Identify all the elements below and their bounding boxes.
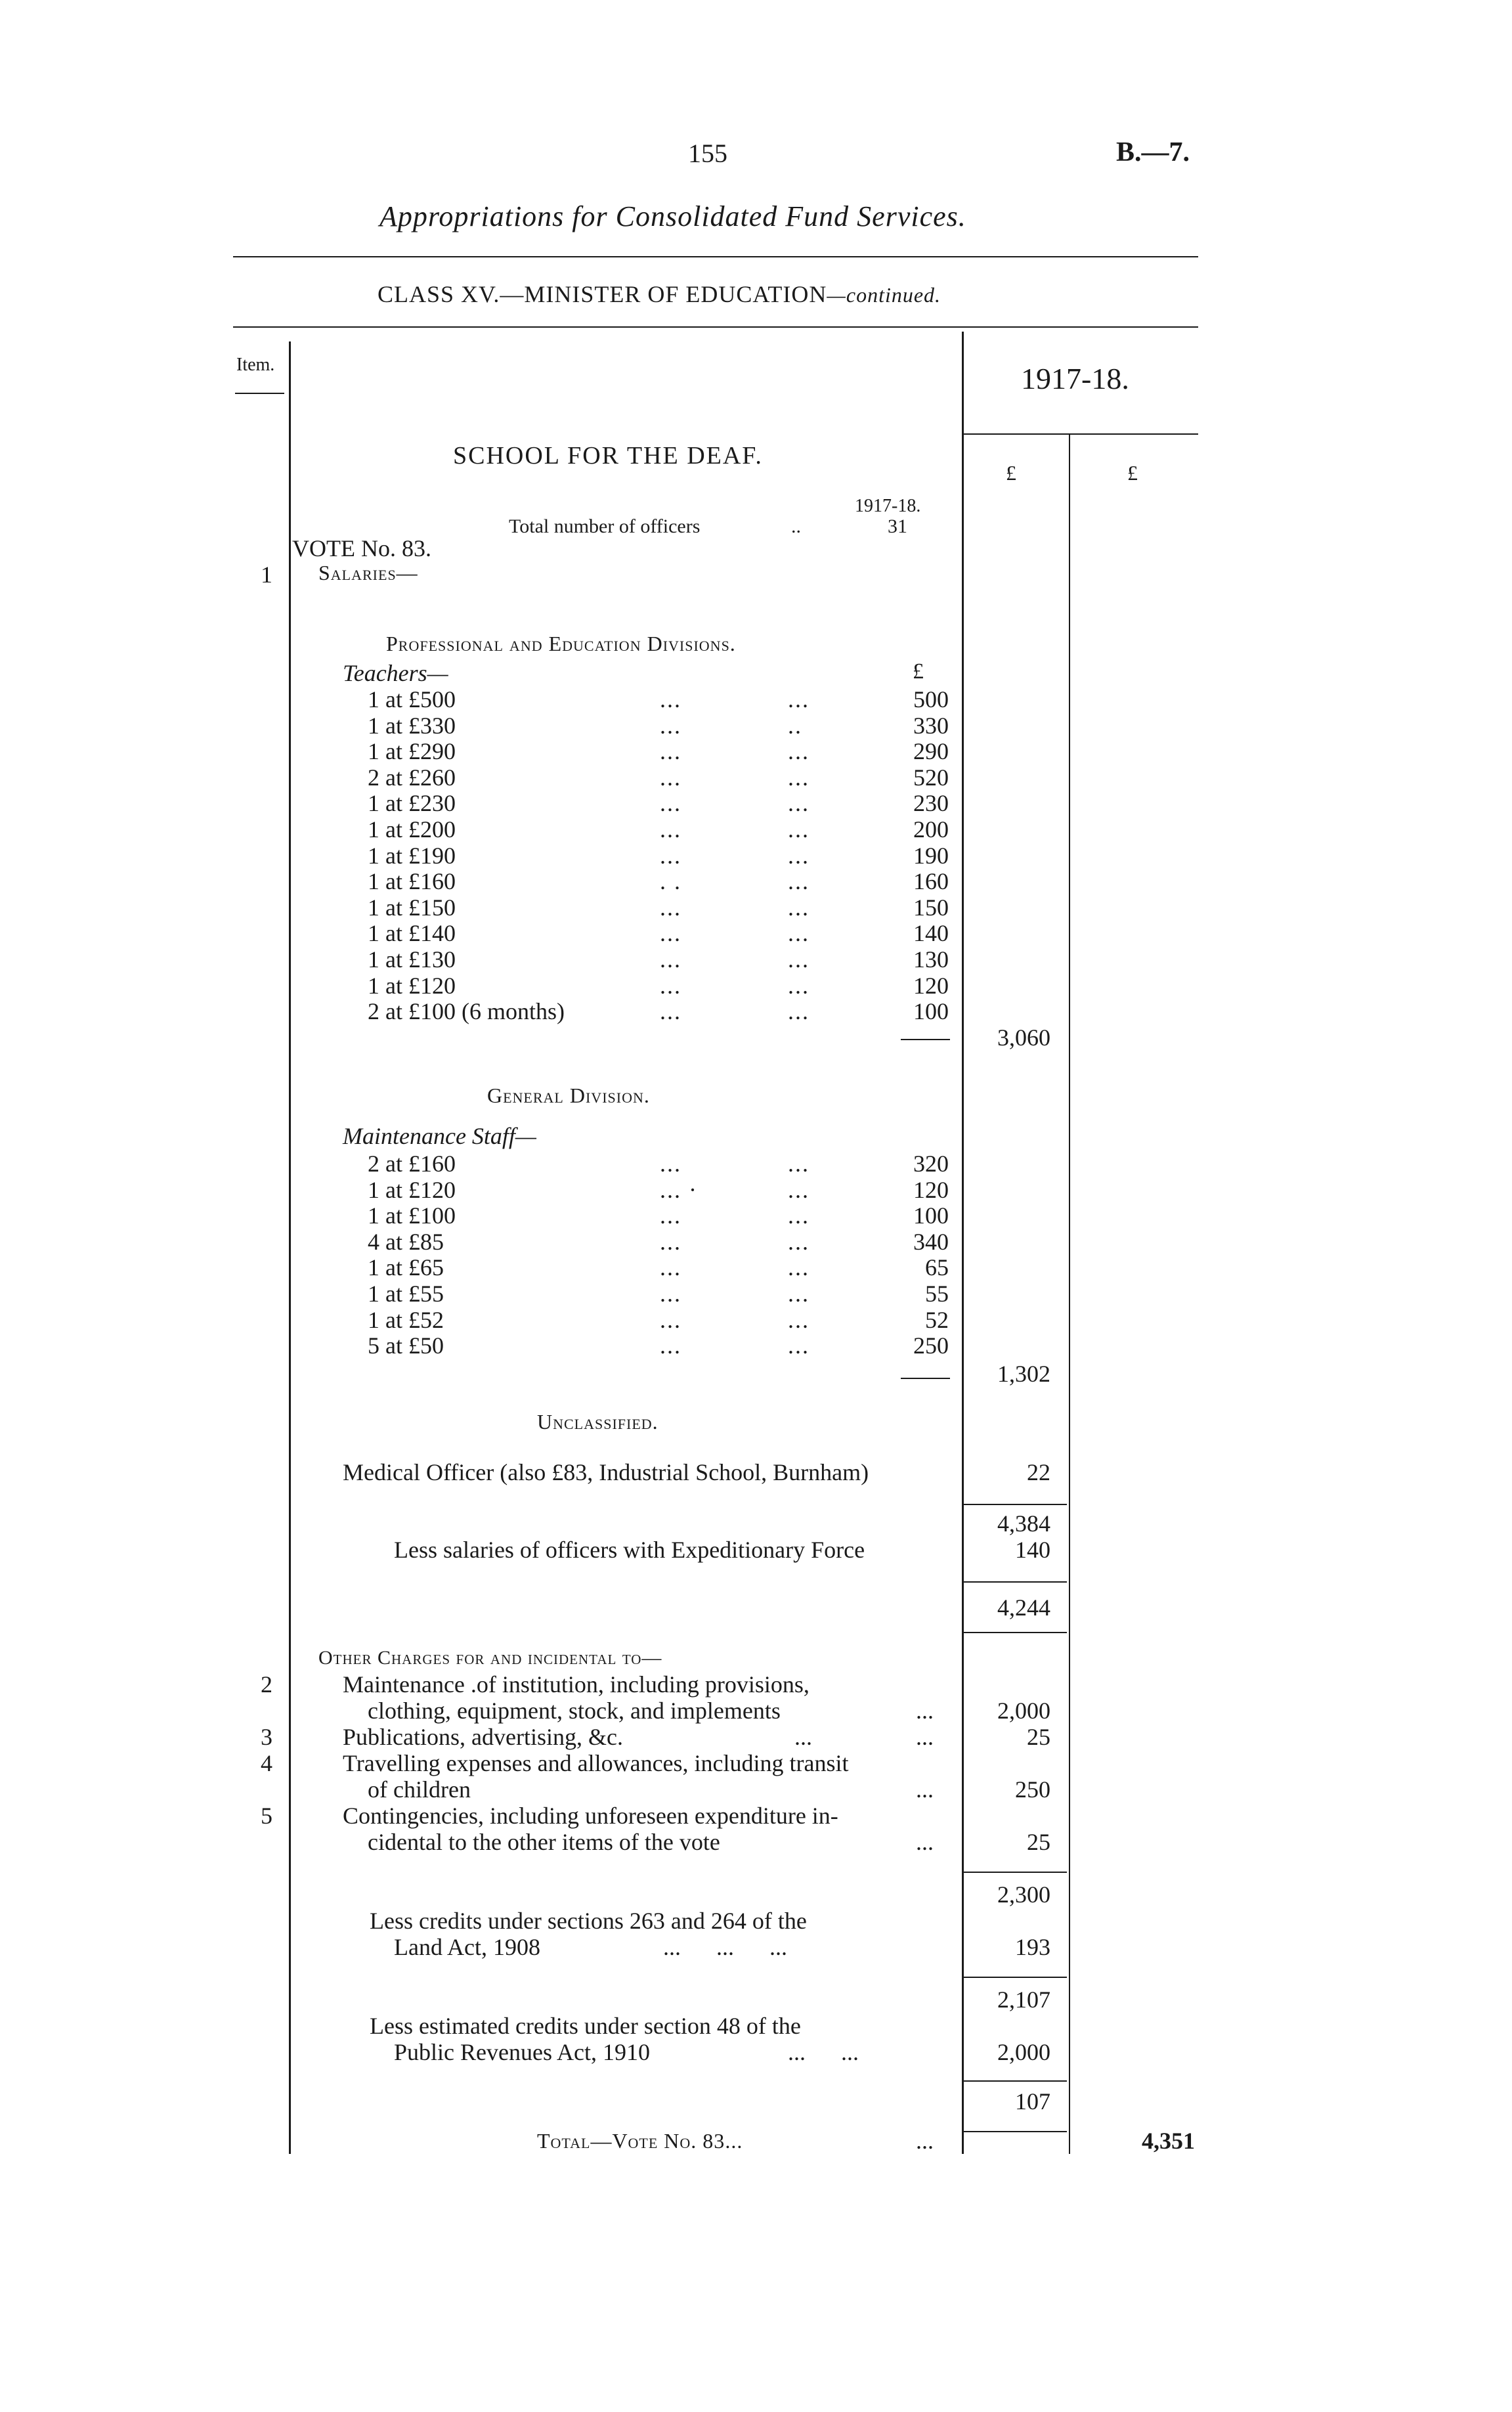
salary-row-label: 1 at £65 bbox=[368, 1254, 444, 1281]
salary-row-leader-1: ... bbox=[660, 1281, 681, 1307]
salary-row-leader-2: ... bbox=[788, 1202, 810, 1229]
salary-row-leader-2: ... bbox=[788, 998, 810, 1025]
gross-rule bbox=[962, 1504, 1067, 1505]
salary-row-amount: 130 bbox=[913, 946, 949, 973]
net-rule-bottom bbox=[962, 1632, 1067, 1633]
salary-row-label: 1 at £200 bbox=[368, 816, 456, 843]
salary-row-leader-1: ... bbox=[660, 686, 681, 713]
class-heading bbox=[378, 281, 941, 308]
less-credits-leader: ... ... ... bbox=[663, 1934, 787, 1960]
year-header-rule bbox=[962, 433, 1198, 435]
officers-leader: .. bbox=[791, 515, 801, 537]
salary-row-label: 1 at £120 bbox=[368, 1176, 456, 1203]
salary-row-label: 1 at £100 bbox=[368, 1202, 456, 1229]
table-top-rule bbox=[233, 326, 1198, 328]
less-estimated-line2: Public Revenues Act, 1910 bbox=[394, 2039, 650, 2065]
salary-row-amount: 320 bbox=[913, 1151, 949, 1177]
teachers-label: Teachers— bbox=[343, 660, 448, 686]
item-3-number: 3 bbox=[261, 1724, 272, 1750]
other-charges-heading: Other Charges for and incidental to— bbox=[318, 1647, 662, 1669]
less-expeditionary-label: Less salaries of officers with Expeditionary Force bbox=[394, 1537, 865, 1563]
salary-row-leader-2: ... bbox=[788, 946, 810, 973]
item-4-leader: ... bbox=[916, 1776, 934, 1803]
item-5-number: 5 bbox=[261, 1803, 272, 1829]
item-4-amount: 250 bbox=[1015, 1776, 1050, 1803]
item-2-leader: ... bbox=[916, 1698, 934, 1724]
salary-row-leader-2: ... bbox=[788, 1332, 810, 1359]
salary-row-label: 1 at £500 bbox=[368, 686, 456, 713]
item-4-line1: Travelling expenses and allowances, including transit bbox=[343, 1750, 849, 1776]
salary-row-label: 1 at £52 bbox=[368, 1306, 444, 1333]
salary-row-amount: 120 bbox=[913, 972, 949, 999]
salary-row-leader-1: ... bbox=[660, 1151, 681, 1177]
header-rule bbox=[233, 256, 1198, 257]
after-credits-subtotal: 2,107 bbox=[997, 1986, 1050, 2013]
total-vote-leader: ... bbox=[916, 2128, 934, 2154]
item-4-line2: of children bbox=[368, 1776, 471, 1803]
officers-count: 31 bbox=[888, 515, 907, 537]
salary-row-label: 1 at £230 bbox=[368, 790, 456, 817]
estimated-rule bbox=[962, 2080, 1067, 2082]
salary-row-amount: 160 bbox=[913, 868, 949, 895]
salary-row-leader-2: ... bbox=[788, 920, 810, 947]
salary-row-label: 2 at £160 bbox=[368, 1151, 456, 1177]
salary-row-amount: 120 bbox=[913, 1176, 949, 1203]
item-4-number: 4 bbox=[261, 1750, 272, 1776]
salary-row-leader-1: . . bbox=[660, 868, 681, 895]
item-2-amount: 2,000 bbox=[997, 1698, 1050, 1724]
salary-row-label: 1 at £55 bbox=[368, 1281, 444, 1307]
item-column-header: Item. bbox=[236, 355, 275, 375]
officers-label: Total number of officers bbox=[509, 515, 701, 537]
salary-row-label: 1 at £130 bbox=[368, 946, 456, 973]
salary-row-leader-1: ... bbox=[660, 842, 681, 869]
unclassified-heading: Unclassified. bbox=[537, 1410, 659, 1434]
salary-row-amount: 340 bbox=[913, 1228, 949, 1255]
item-header-rule bbox=[235, 393, 284, 394]
other-charges-total: 2,300 bbox=[997, 1881, 1050, 1908]
document-reference: B.—7. bbox=[1116, 137, 1190, 167]
salary-row-label: 1 at £140 bbox=[368, 920, 456, 947]
item-2-line1: Maintenance .of institution, including provisions, bbox=[343, 1671, 810, 1698]
less-credits-line1: Less credits under sections 263 and 264 of the bbox=[370, 1908, 807, 1934]
less-credits-amount: 193 bbox=[1015, 1934, 1050, 1960]
salary-row-amount: 100 bbox=[913, 998, 949, 1025]
item-3-leader: ... bbox=[916, 1724, 934, 1750]
officers-year: 1917-18. bbox=[855, 496, 921, 516]
item-2-number: 2 bbox=[261, 1671, 272, 1698]
salary-row-amount: 55 bbox=[925, 1281, 949, 1307]
salary-row-leader-2: .. bbox=[788, 712, 802, 739]
salary-row-leader-1: ... bbox=[660, 946, 681, 973]
item-2-line2: clothing, equipment, stock, and implements bbox=[368, 1698, 781, 1724]
total-vote-amount: 4,351 bbox=[1142, 2128, 1195, 2154]
medical-officer-label: Medical Officer (also £83, Industrial School, Burnham) bbox=[343, 1459, 869, 1485]
net-final-rule bbox=[962, 2131, 1067, 2132]
salary-row-leader-1: ... bbox=[660, 816, 681, 843]
salary-row-label: 4 at £85 bbox=[368, 1228, 444, 1255]
salary-row-amount: 52 bbox=[925, 1306, 949, 1333]
item-5-line2: cidental to the other items of the vote bbox=[368, 1829, 720, 1855]
salary-row-amount: 250 bbox=[913, 1332, 949, 1359]
salary-row-leader-1: ... bbox=[660, 972, 681, 999]
less-estimated-leader: ... ... bbox=[788, 2039, 859, 2065]
salary-row-leader-2: ... bbox=[788, 1306, 810, 1333]
salary-row-leader-1: ... bbox=[660, 920, 681, 947]
general-heading: General Division. bbox=[487, 1084, 650, 1107]
salary-row-leader-1: ... bbox=[660, 738, 681, 765]
item-3-amount: 25 bbox=[1027, 1724, 1050, 1750]
salaries-item-number: 1 bbox=[261, 561, 272, 588]
salary-row-leader-2: ... bbox=[788, 816, 810, 843]
salary-row-amount: 330 bbox=[913, 712, 949, 739]
salary-row-leader-2: ... bbox=[788, 1151, 810, 1177]
salary-row-leader-2: ... bbox=[788, 790, 810, 817]
amount-column-divider-left bbox=[962, 332, 964, 2154]
salary-row-leader-2: ... bbox=[788, 1176, 810, 1203]
salary-row-leader-1: ... · bbox=[660, 1176, 698, 1203]
salary-row-amount: 200 bbox=[913, 816, 949, 843]
credits-rule bbox=[962, 1977, 1067, 1978]
salary-row-leader-2: ... bbox=[788, 764, 810, 791]
pound-sign-column-1: £ bbox=[1006, 461, 1016, 485]
year-column-header: 1917-18. bbox=[1021, 362, 1129, 395]
pound-sign-column-2: £ bbox=[1127, 461, 1138, 485]
salary-row-leader-2: ... bbox=[788, 868, 810, 895]
page-number: 155 bbox=[688, 139, 727, 168]
item-5-line1: Contingencies, including unforeseen expenditure in- bbox=[343, 1803, 838, 1829]
salary-row-amount: 500 bbox=[913, 686, 949, 713]
other-total-rule bbox=[962, 1872, 1067, 1873]
salary-row-label: 1 at £290 bbox=[368, 738, 456, 765]
salary-row-leader-2: ... bbox=[788, 972, 810, 999]
salary-row-leader-2: ... bbox=[788, 894, 810, 921]
salary-row-leader-1: ... bbox=[660, 1202, 681, 1229]
salary-row-label: 5 at £50 bbox=[368, 1332, 444, 1359]
salaries-net-total: 4,244 bbox=[997, 1594, 1050, 1621]
item-column-divider bbox=[289, 341, 291, 2154]
salary-row-leader-1: ... bbox=[660, 790, 681, 817]
salary-row-label: 2 at £260 bbox=[368, 764, 456, 791]
salary-row-leader-1: ... bbox=[660, 1306, 681, 1333]
salary-row-leader-1: ... bbox=[660, 1332, 681, 1359]
item-3-line1: Publications, advertising, &c. bbox=[343, 1724, 623, 1750]
salary-row-amount: 65 bbox=[925, 1254, 949, 1281]
salary-row-leader-1: ... bbox=[660, 894, 681, 921]
amount-column-divider-mid bbox=[1069, 435, 1070, 2154]
salary-row-amount: 230 bbox=[913, 790, 949, 817]
class-heading-continued: —continued. bbox=[827, 283, 941, 307]
salary-row-amount: 140 bbox=[913, 920, 949, 947]
salary-row-label: 1 at £120 bbox=[368, 972, 456, 999]
medical-officer-amount: 22 bbox=[1027, 1459, 1050, 1485]
salary-row-leader-2: ... bbox=[788, 1254, 810, 1281]
less-estimated-amount: 2,000 bbox=[997, 2039, 1050, 2065]
salary-row-leader-2: ... bbox=[788, 1281, 810, 1307]
total-vote-dots: ... bbox=[725, 2129, 743, 2153]
total-vote-label bbox=[537, 2128, 743, 2154]
general-subtotal: 1,302 bbox=[997, 1361, 1050, 1387]
salary-row-amount: 100 bbox=[913, 1202, 949, 1229]
salary-row-leader-1: ... bbox=[660, 998, 681, 1025]
salary-row-leader-1: ... bbox=[660, 764, 681, 791]
item-5-leader: ... bbox=[916, 1829, 934, 1855]
salary-row-leader-2: ... bbox=[788, 686, 810, 713]
professional-pound-sign: £ bbox=[913, 659, 924, 684]
school-title: SCHOOL FOR THE DEAF. bbox=[453, 442, 763, 470]
salary-row-label: 1 at £190 bbox=[368, 842, 456, 869]
professional-sum-rule bbox=[901, 1039, 950, 1040]
salary-row-amount: 150 bbox=[913, 894, 949, 921]
less-estimated-line1: Less estimated credits under section 48 of the bbox=[370, 2013, 801, 2039]
salary-row-leader-2: ... bbox=[788, 1228, 810, 1255]
item-5-amount: 25 bbox=[1027, 1829, 1050, 1855]
other-charges-net: 107 bbox=[1015, 2088, 1050, 2115]
salary-row-leader-1: ... bbox=[660, 1254, 681, 1281]
salary-row-label: 1 at £150 bbox=[368, 894, 456, 921]
net-rule-top bbox=[962, 1581, 1067, 1583]
salary-row-leader-2: ... bbox=[788, 842, 810, 869]
salary-row-amount: 190 bbox=[913, 842, 949, 869]
professional-subtotal: 3,060 bbox=[997, 1024, 1050, 1051]
salary-row-leader-1: ... bbox=[660, 1228, 681, 1255]
total-vote-text: Total—Vote No. 83 bbox=[537, 2129, 725, 2153]
item-3-leader-mid: ... bbox=[794, 1724, 812, 1750]
salary-row-label: 2 at £100 (6 months) bbox=[368, 998, 565, 1025]
professional-heading: Professional and Education Divisions. bbox=[386, 632, 736, 655]
general-sum-rule bbox=[901, 1378, 950, 1379]
salary-row-amount: 290 bbox=[913, 738, 949, 765]
salary-row-label: 1 at £160 bbox=[368, 868, 456, 895]
salaries-gross-total: 4,384 bbox=[997, 1510, 1050, 1537]
page-title: Appropriations for Consolidated Fund Services. bbox=[379, 200, 966, 232]
class-heading-main: CLASS XV.—MINISTER OF EDUCATION bbox=[378, 281, 827, 307]
less-credits-line2: Land Act, 1908 bbox=[394, 1934, 540, 1960]
less-expeditionary-amount: 140 bbox=[1015, 1537, 1050, 1563]
salary-row-leader-2: ... bbox=[788, 738, 810, 765]
salary-row-leader-1: ... bbox=[660, 712, 681, 739]
salary-row-amount: 520 bbox=[913, 764, 949, 791]
salary-row-label: 1 at £330 bbox=[368, 712, 456, 739]
vote-number: VOTE No. 83. bbox=[292, 535, 431, 561]
salaries-label: Salaries— bbox=[318, 561, 418, 584]
maintenance-staff-label: Maintenance Staff— bbox=[343, 1123, 536, 1149]
